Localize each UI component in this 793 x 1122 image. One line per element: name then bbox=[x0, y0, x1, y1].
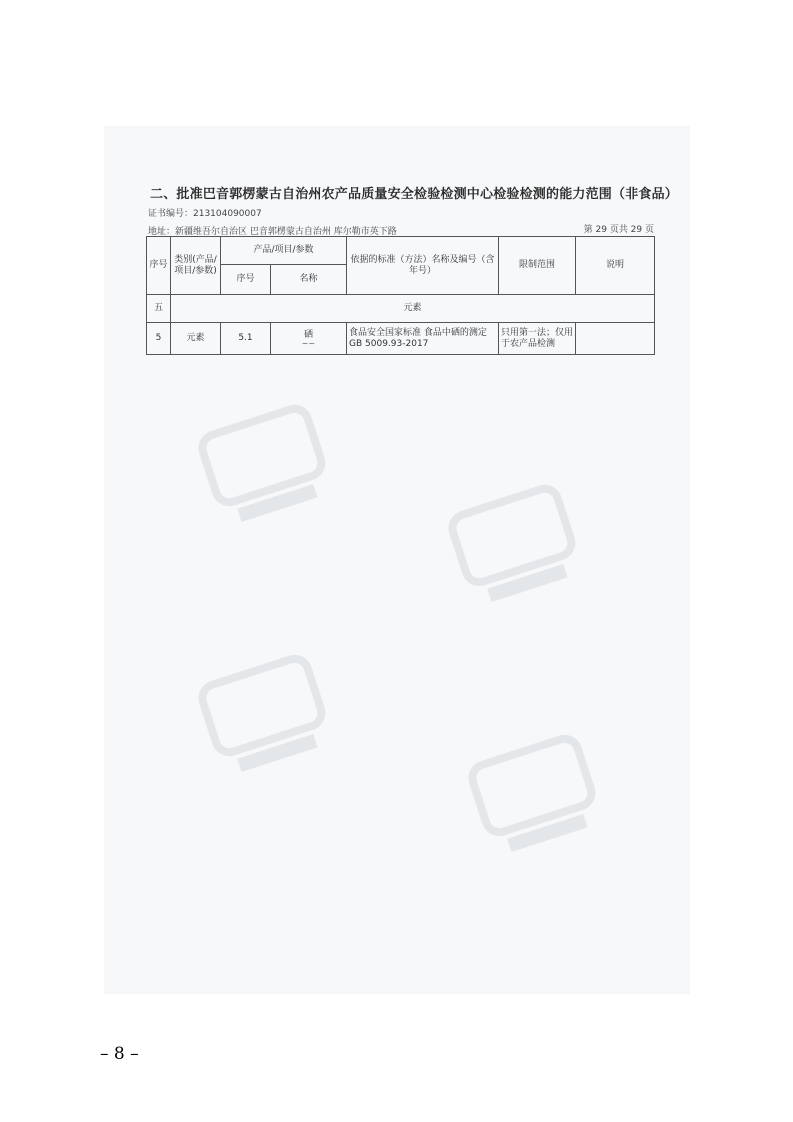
section-row bbox=[147, 295, 655, 323]
header-seq: 序号 bbox=[147, 237, 171, 295]
page-info: 第 29 页共 29 页 bbox=[583, 225, 654, 235]
row-limit: 只用第一法；仅用于农产品检测 bbox=[499, 323, 576, 355]
section-seq: 五 bbox=[147, 295, 171, 323]
certificate-number: 证书编号：213104090007 bbox=[148, 209, 262, 219]
table-row bbox=[147, 323, 655, 355]
header-note: 说明 bbox=[576, 237, 655, 295]
row-name-cell bbox=[271, 323, 347, 355]
row-sub-seq: 5.1 bbox=[221, 323, 271, 355]
header-sub-name: 名称 bbox=[271, 265, 347, 295]
header-product-group: 产品/项目/参数 bbox=[221, 237, 347, 265]
address: 地址：新疆维吾尔自治区 巴音郭楞蒙古自治州 库尔勒市英下路 bbox=[148, 227, 397, 237]
header-standard: 依据的标准（方法）名称及编号（含年号） bbox=[347, 237, 499, 295]
row-category: 元素 bbox=[171, 323, 221, 355]
document-title: 二、批准巴音郭楞蒙古自治州农产品质量安全检验检测中心检验检测的能力范围（非食品） bbox=[150, 187, 679, 202]
header-sub-seq: 序号 bbox=[221, 265, 271, 295]
row-standard-code: GB 5009.93-2017 bbox=[349, 338, 429, 349]
page-number: – 8 – bbox=[100, 1044, 139, 1064]
header-category: 类别(产品/项目/参数) bbox=[171, 237, 221, 295]
row-name: 硒 bbox=[304, 330, 314, 340]
row-standard-cell bbox=[347, 323, 499, 355]
row-seq: 5 bbox=[147, 323, 171, 355]
row-standard-name: 食品安全国家标准 食品中硒的测定 bbox=[349, 327, 487, 338]
scope-table bbox=[146, 236, 655, 355]
row-note bbox=[576, 323, 655, 355]
section-label: 元素 bbox=[171, 295, 655, 323]
handwritten-mark-icon: ~~ bbox=[301, 339, 316, 348]
header-limit: 限制范围 bbox=[499, 237, 576, 295]
